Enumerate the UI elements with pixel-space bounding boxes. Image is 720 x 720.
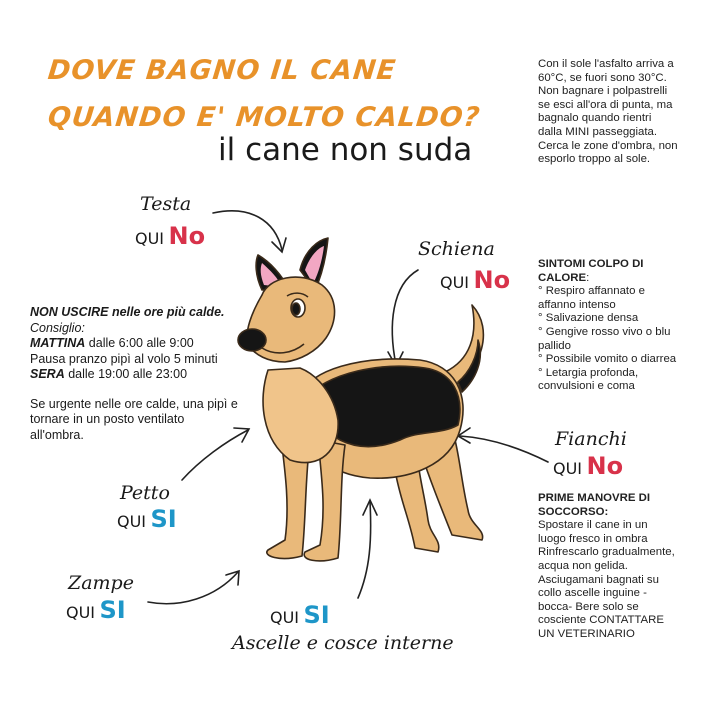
first-aid-heading: PRIME MANOVRE DI SOCCORSO:	[538, 492, 651, 518]
arrow-testa	[213, 211, 282, 250]
label-zampe: Zampe	[68, 572, 134, 594]
first-aid-text: Spostare il cane in un luogo fresco in ombra Rinfrescarlo gradualmente, acqua non gelida. Asciugamani bagnati su collo ascelle inguine -bocca- Bere solo se cosciente CONTATTARE UN VETERINARIO	[538, 519, 675, 640]
advice-consiglio: Consiglio:	[30, 320, 85, 335]
symptom-item: ° Possibile vomito o diarrea	[538, 353, 677, 366]
label-ascelle: Ascelle e cosce interne	[232, 632, 454, 654]
label-petto: Petto	[120, 482, 170, 504]
arrow-fianchi	[460, 436, 548, 462]
symptom-item: ° Respiro affannato e affanno intenso	[538, 285, 645, 311]
answer-petto: QUI SI	[117, 505, 177, 533]
answer-schiena: QUI No	[440, 266, 511, 294]
sun-note: Con il sole l'asfalto arriva a 60°C, se fuori sono 30°C. Non bagnare i polpastrelli se esci all'ora di punta, ma bagnalo quando rientri dalla MINI passeggiata. Cerca le zone d'ombra, non esporlo troppo al sole.	[538, 58, 678, 166]
advice-evening: SERA dalle 19:00 alle 23:00	[30, 367, 188, 381]
subtitle: il cane non suda	[218, 132, 473, 168]
symptoms-box	[538, 258, 678, 394]
answer-testa: QUI No	[135, 222, 206, 250]
label-fianchi: Fianchi	[555, 428, 627, 450]
answer-ascelle: QUI SI	[270, 601, 330, 629]
first-aid-box	[538, 492, 676, 642]
advice-heading: NON USCIRE nelle ore più calde.	[30, 305, 225, 319]
label-testa: Testa	[140, 193, 192, 215]
arrow-zampe	[148, 572, 238, 604]
arrow-ascelle	[358, 502, 371, 598]
symptom-item: ° Salivazione densa	[538, 312, 639, 325]
advice-morning: MATTINA dalle 6:00 alle 9:00	[30, 336, 194, 350]
symptom-item: ° Gengive rosso vivo o blu pallido	[538, 325, 671, 352]
title-line-1: DOVE BAGNO IL CANE	[46, 55, 398, 86]
title-line-2: QUANDO E' MOLTO CALDO?	[46, 102, 482, 133]
label-schiena: Schiena	[418, 238, 495, 260]
symptom-item: ° Letargia profonda, convulsioni e coma	[538, 366, 639, 393]
answer-zampe: QUI SI	[66, 596, 126, 624]
advice-box	[30, 305, 240, 443]
arrow-schiena	[392, 270, 418, 365]
answer-fianchi: QUI No	[553, 452, 624, 480]
symptoms-heading: SINTOMI COLPO DI CALORE:	[538, 258, 644, 284]
advice-urgent: Se urgente nelle ore calde, una pipì e tornare in un posto ventilato all'ombra.	[30, 396, 238, 442]
advice-lunch: Pausa pranzo pipì al volo 5 minuti	[30, 351, 218, 366]
